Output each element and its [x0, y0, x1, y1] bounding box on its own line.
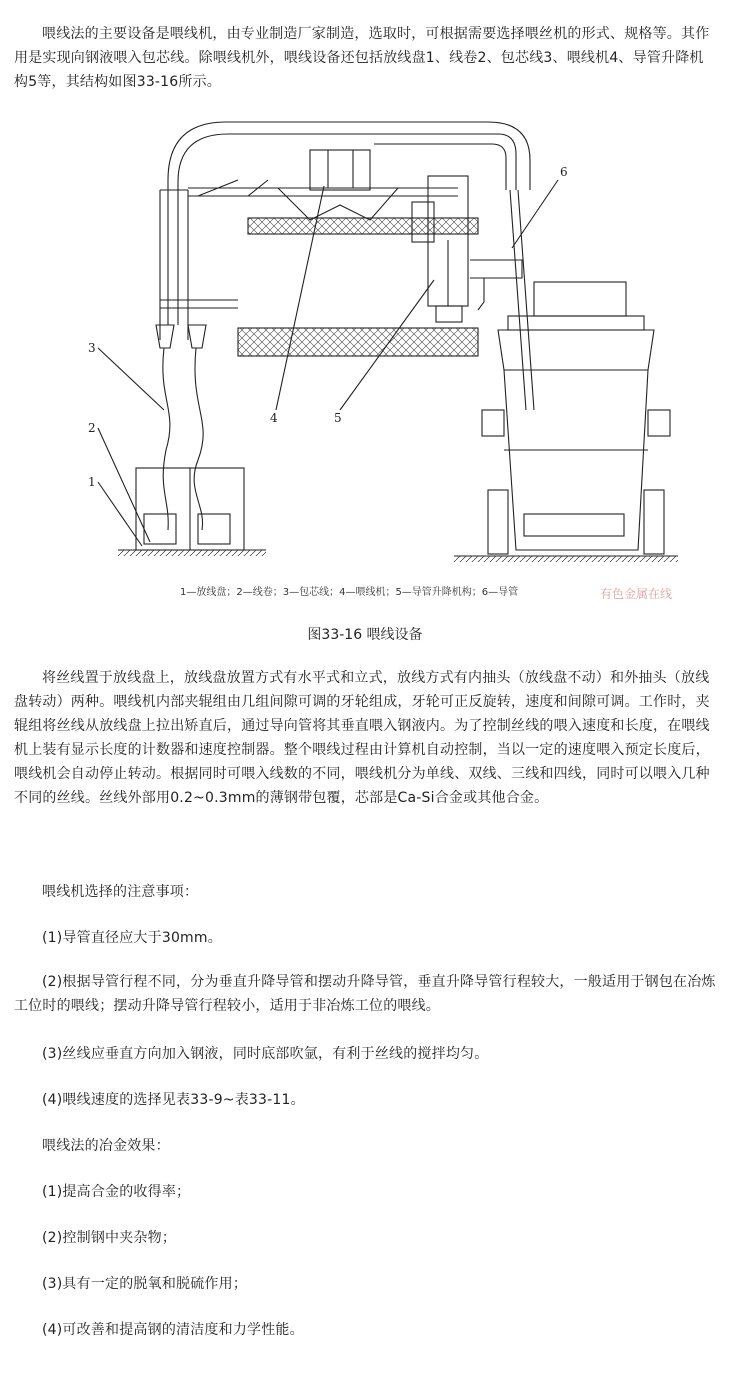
- feeding-equipment-diagram: [78, 110, 688, 610]
- callout-5: 5: [334, 411, 342, 425]
- effect-item-1: (1)提高合金的收得率；: [42, 1184, 191, 1200]
- effect-item-3: (3)具有一定的脱氧和脱硫作用；: [42, 1276, 248, 1292]
- figure-caption: 图33-16 喂线设备: [307, 627, 423, 643]
- note-item-3: (3)丝线应垂直方向加入钢液，同时底部吹氩，有利于丝线的搅拌均匀。: [42, 1046, 489, 1062]
- body-paragraph: 将丝线置于放线盘上，放线盘放置方式有水平式和立式，放线方式有内抽头（放线盘不动）和外抽头（放线盘转动）两种。喂线机内部夹辊组由几组间隙可调的牙轮组成，牙轮可正反旋转，速度和间隙可调。工作时，夹辊组将丝线从放线盘上拉出矫直后，通过导向管将其垂直喂入钢液内。为了控制丝线的喂入速度和长度，在喂线机上装有显示长度的计数器和速度控制器。整个喂线过程由计算机自动控制，当以一定的速度喂入预定长度后，喂线机会自动停止转动。根据同时可喂入线数的不同，喂线机分为单线、双线、三线和四线，同时可以喂入几种不同的丝线。丝线外部用0.2~0.3mm的薄钢带包覆，芯部是Ca-Si合金或其他合金。: [14, 670, 710, 806]
- note-item-2: (2)根据导管行程不同，分为垂直升降导管和摆动升降导管，垂直升降导管行程较大，一般适用于钢包在冶炼工位时的喂线；摆动升降导管行程较小，适用于非冶炼工位的喂线。: [14, 974, 716, 1014]
- callout-6: 6: [560, 165, 568, 179]
- callout-2: 2: [88, 421, 96, 435]
- effects-title: 喂线法的冶金效果：: [42, 1138, 170, 1154]
- notes-title: 喂线机选择的注意事项：: [42, 884, 199, 900]
- effect-item-4: (4)可改善和提高钢的清洁度和力学性能。: [42, 1322, 304, 1338]
- effect-item-2: (2)控制钢中夹杂物；: [42, 1230, 177, 1246]
- callout-3: 3: [88, 341, 96, 355]
- intro-paragraph: 喂线法的主要设备是喂线机，由专业制造厂家制造，选取时，可根据需要选择喂丝机的形式、规格等。其作用是实现向钢液喂入包芯线。除喂线机外，喂线设备还包括放线盘1、线卷2、包芯线3、喂线机4、导管升降机构5等，其结构如图33-16所示。: [14, 26, 710, 90]
- note-item-1: (1)导管直径应大于30mm。: [42, 930, 222, 946]
- callout-1: 1: [88, 475, 96, 489]
- note-item-4: (4)喂线速度的选择见表33-9~表33-11。: [42, 1092, 305, 1108]
- watermark: 有色金属在线: [600, 587, 673, 601]
- callout-4: 4: [270, 411, 278, 425]
- figure-legend: 1—放线盘；2—线卷；3—包芯线；4—喂线机；5—导管升降机构；6—导管: [180, 587, 519, 598]
- diagram-linework: [98, 122, 678, 562]
